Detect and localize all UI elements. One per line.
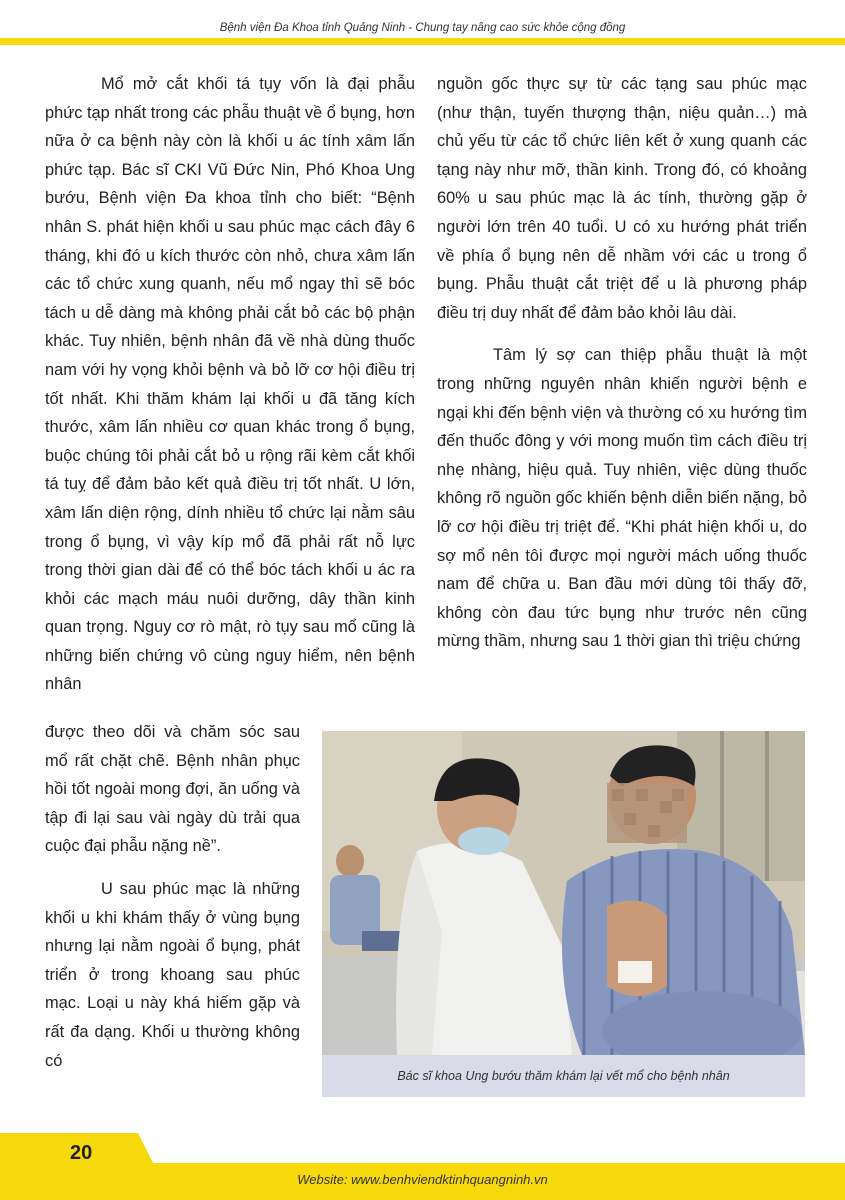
article-paragraph: Mổ mở cắt khối tá tụy vốn là đại phẫu phức tạp nhất trong các phẫu thuật về ổ bụng, hơn nữa ở ca bệnh này còn là khối u ác tính xâm lấn phức tạp. Bác sĩ CKI Vũ Đức Nin, Phó Khoa Ung bướu, Bệnh viện Đa khoa tỉnh cho biết: “Bệnh nhân S. phát hiện khối u sau phúc mạc cách đây 6 tháng, khi đó u kích thước còn nhỏ, chưa xâm lấn các tổ chức xung quanh, nếu mổ ngay thì sẽ bóc tách u dễ dàng mà không phải cắt bỏ các bộ phận khác. Tuy nhiên, bệnh nhân đã về nhà dùng thuốc nam với hy vọng khỏi bệnh và bỏ lỡ cơ hội điều trị tốt nhất. Khi thăm khám lại khối u đã tăng kích thước, xâm lấn nhiều cơ quan khác trong ổ bụng, buộc chúng tôi phải cắt bỏ u rộng rãi kèm cắt khối tá tuỵ để đảm bảo kết quả điều trị tốt nhất. U lớn, xâm lấn diện rộng, dính nhiều tổ chức lại nằm sâu trong ổ bụng, vì vậy kíp mổ đã phải rất nỗ lực trong thời gian dài để có thể bóc tách khối u ác ra khỏi các mạch máu nuôi dưỡng, dây thần kinh quan trọng. Nguy cơ rò mật, rò tụy sau mổ cũng là những biến chứng vô cùng nguy hiểm, nên bệnh nhân: [45, 75, 415, 694]
header-tagline: Bệnh viện Đa Khoa tỉnh Quảng Ninh - Chung tay nâng cao sức khỏe cộng đồng: [219, 22, 626, 34]
article-paragraph: U sau phúc mạc là những khối u khi khám thấy ở vùng bụng nhưng lại nằm ngoài ổ bụng, phát triển ở trong khoang sau phúc mạc. Loại u này khá hiếm gặp và rất đa dạng. Khối u thường không có: [45, 879, 300, 1070]
article-column-left-top: [45, 70, 415, 699]
doctor-patient-photo: [322, 731, 805, 1055]
article-column-right: [437, 70, 807, 656]
page-number: 20: [70, 1142, 93, 1164]
page-footer: [0, 1130, 845, 1200]
page-header: [0, 0, 845, 48]
article-paragraph: Tâm lý sợ can thiệp phẫu thuật là một trong những nguyên nhân khiến người bệnh e ngại khi đến bệnh viện và thường có xu hướng tìm đến thuốc đông y với mong muốn tìm cách điều trị nhẹ nhàng, hiệu quả. Tuy nhiên, việc dùng thuốc không rõ nguồn gốc khiến bệnh diễn biến nặng, bỏ lỡ cơ hội điều trị triệt để. “Khi phát hiện khối u, do sợ mổ nên tôi được mọi người mách uống thuốc nam để chữa u. Ban đầu mới dùng tôi thấy đỡ, không còn đau tức bụng như trước nên cũng mừng thầm, nhưng sau 1 thời gian thì triệu chứng: [437, 346, 807, 651]
figure-caption: Bác sĩ khoa Ung bướu thăm khám lại vết mổ cho bệnh nhân: [322, 1055, 805, 1097]
article-figure: [322, 731, 805, 1097]
article-paragraph: nguồn gốc thực sự từ các tạng sau phúc mạc (như thận, tuyến thượng thận, niệu quản…) mà chủ yếu từ các tổ chức liên kết ở xung quanh các tạng này như mỡ, thần kinh. Trong đó, có khoảng 60% u sau phúc mạc là ác tính, thường gặp ở người lớn trên 40 tuổi. U có xu hướng phát triển về phía ổ bụng nên dễ nhầm với các u trong ổ bụng. Phẫu thuật cắt triệt để u là phương pháp điều trị duy nhất để đảm bảo khỏi lâu dài.: [437, 75, 807, 322]
footer-website: Website: www.benhviendktinhquangninh.vn: [297, 1172, 548, 1187]
header-accent-bar: [0, 38, 845, 45]
article-column-left-bottom: [45, 718, 300, 1075]
article-paragraph: được theo dõi và chăm sóc sau mổ rất chặt chẽ. Bệnh nhân phục hồi tốt ngoài mong đợi, ăn uống và tập đi lại sau vài ngày dù trải qua cuộc đại phẫu nặng nề”.: [45, 723, 300, 856]
